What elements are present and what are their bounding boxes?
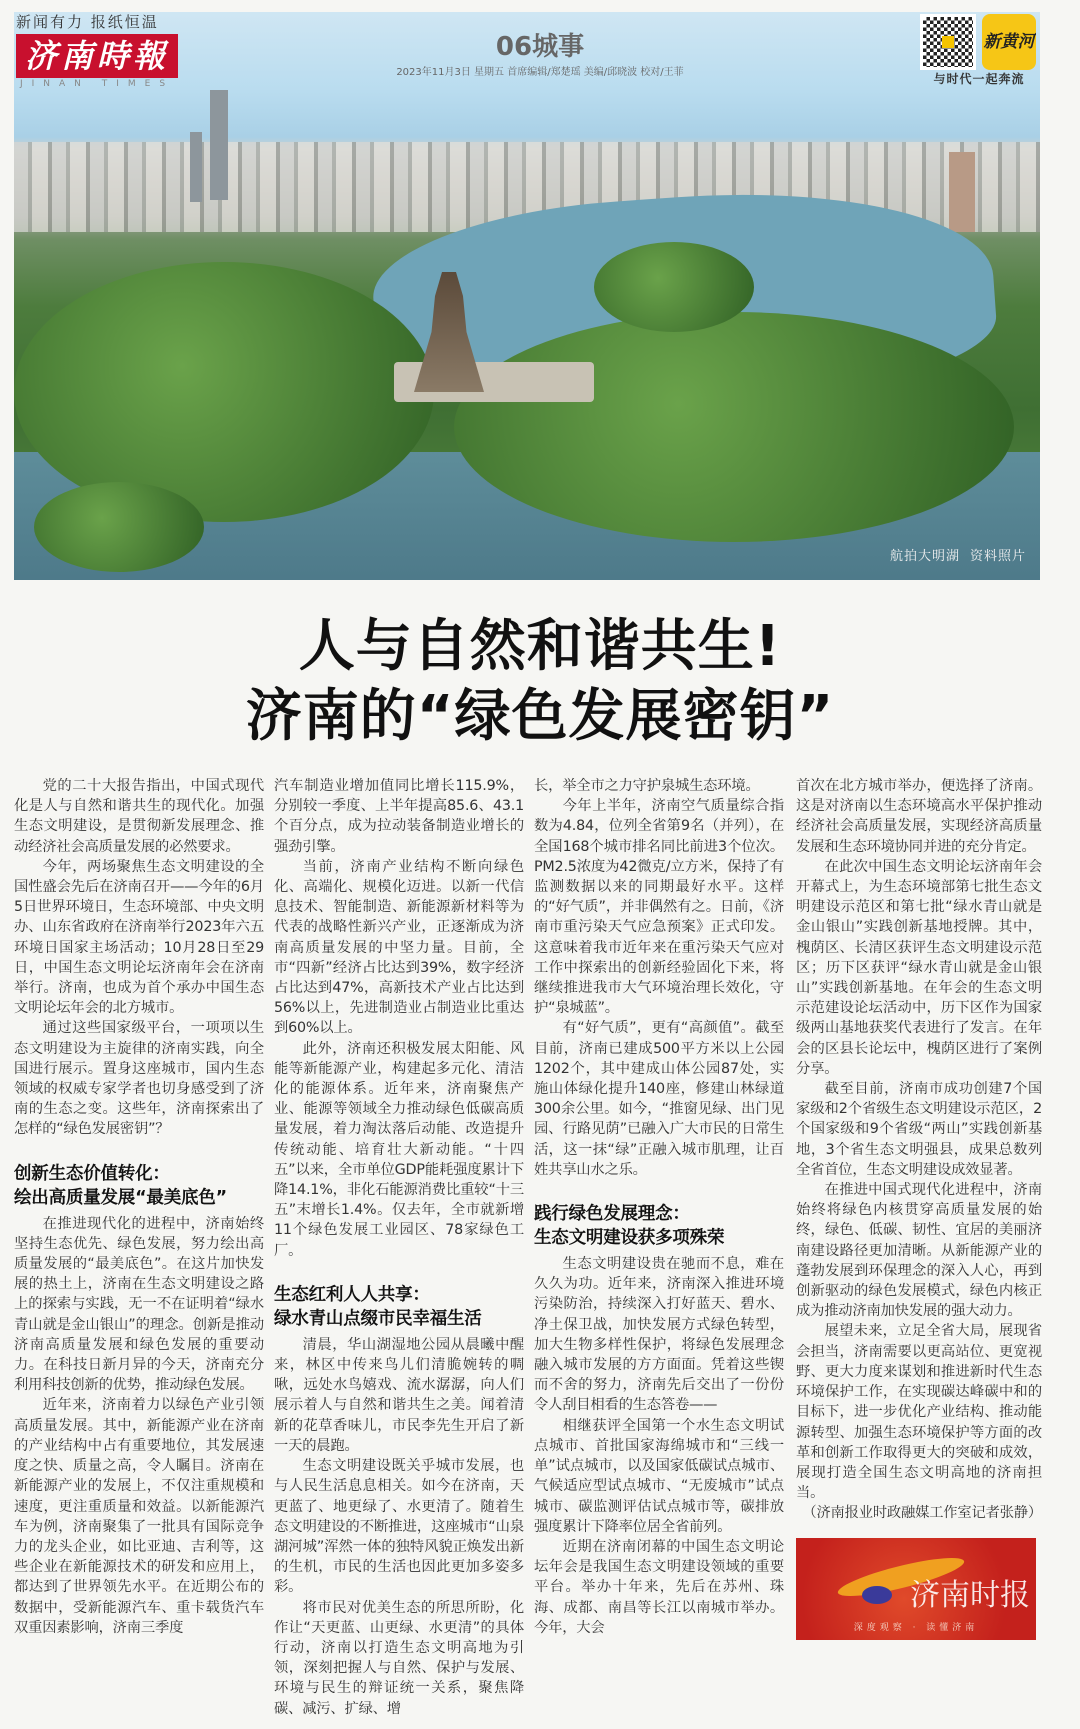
trees: [594, 242, 754, 332]
article-column-3: [534, 776, 784, 1638]
partner-logo: 新黄河: [982, 14, 1036, 70]
headline: [0, 612, 1080, 752]
paragraph: 相继获评全国第一个水生态文明试点城市、首批国家海绵城市和“三线一单”试点城市，以及国家低碳试点城市、气候适应型试点城市、“无废城市”试点城市、碳监测评估试点城市等，碳排放强度累计下降率位居全省前列。: [534, 1417, 784, 1535]
skyscraper: [210, 90, 228, 200]
paragraph: 截至目前，济南市成功创建7个国家级和2个省级生态文明建设示范区，2个国家级和9个省级“两山”实践创新基地，3个省生态文明强县，成果总数列全省首位，生态文明建设成效显著。: [796, 1081, 1042, 1178]
paragraph: 在推进现代化的进程中，济南始终坚持生态优先、绿色发展，努力绘出高质量发展的“最美底色”。在这片加快发展的热土上，济南在生态文明建设之路上的探索与实践，无一不在证明着“绿水青山就是金山银山”的理念。创新是推动济南高质量发展和绿色发展的重要动力。在科技日新月异的今天，济南充分利用科技创新的优势，推动绿色发展。: [14, 1215, 264, 1394]
paragraph: 通过这些国家级平台，一项项以生态文明建设为主旋律的济南实践，向全国进行展示。置身这座城市，国内生态领域的权威专家学者也切身感受到了济南的生态之变。这些年，济南探索出了怎样的“绿色发展密钥”？: [14, 1020, 264, 1138]
subheading-line-1: 创新生态价值转化：: [14, 1163, 170, 1184]
skyscraper: [190, 132, 202, 202]
subheading-line-1: 生态红利人人共享：: [274, 1284, 430, 1305]
subheading: [14, 1162, 264, 1210]
trees: [14, 262, 434, 522]
paragraph: 此外，济南还积极发展太阳能、风能等新能源产业，构建起多元化、清洁化的能源体系。近年来，济南聚焦产业、能源等领域全力推动绿色低碳高质量发展，着力淘汰落后动能、改造提升传统动能、培育壮大新动能。“十四五”以来，全市单位GDP能耗强度累计下降14.1%，非化石能源消费比重较“十三五”末增长1.4%。仅去年，全市就新增11个绿色发展工业园区、78家绿色工厂。: [274, 1040, 524, 1259]
newspaper-slogan: 新闻有力 报纸恒温: [16, 13, 159, 31]
caption-text: 航拍大明湖: [889, 549, 960, 564]
photo-caption: [880, 545, 1026, 564]
paragraph: 长，举全市之力守护泉城生态环境。: [534, 778, 760, 794]
subheading-line-2: 生态文明建设获多项殊荣: [534, 1228, 725, 1249]
logo-mark: [862, 1586, 892, 1604]
reporter-byline: （济南报业时政融媒工作室记者张静）: [802, 1505, 1042, 1522]
paragraph: 党的二十大报告指出，中国式现代化是人与自然和谐共生的现代化。加强生态文明建设，是贯彻新发展理念、推动经济社会高质量发展的必然要求。: [14, 778, 264, 855]
subheading: [274, 1283, 524, 1331]
paragraph: 近年来，济南着力以绿色产业引领高质量发展。其中，新能源产业在济南的产业结构中占有重要地位，其发展速度之快、质量之高，令人瞩目。济南在新能源产业的发展上，不仅注重规模和速度，更注重质量和效益。以新能源汽车为例，济南聚集了一批具有国际竞争力的龙头企业，如比亚迪、吉利等，这些企业在新能源技术的研发和应用上，都达到了世界领先水平。在近期公布的数据中，受新能源汽车、重卡载货汽车双重因素影响，济南三季度: [14, 1397, 264, 1636]
promo-banner[interactable]: [796, 1538, 1036, 1640]
subheading: [534, 1202, 784, 1250]
skyscraper: [949, 152, 975, 232]
paragraph: 在推进中国式现代化进程中，济南始终将绿色内核贯穿高质量发展的始终，绿色、低碳、韧性、宜居的美丽济南建设路径更加清晰。从新能源产业的蓬勃发展到环保理念的深入人心，再到创新驱动的绿色发展模式，绿色内核正成为推动济南加快发展的强大动力。: [796, 1182, 1042, 1320]
paragraph: 近期在济南闭幕的中国生态文明论坛年会是我国生态文明建设领域的重要平台。举办十年来，先后在苏州、珠海、成都、南昌等长江以南城市举办。今年，大会: [534, 1538, 784, 1636]
subheading-line-2: 绘出高质量发展“最美底色”: [14, 1187, 227, 1208]
masthead-logo: 济南時報: [16, 34, 178, 78]
paragraph: 将市民对优美生态的所思所盼，化作让“天更蓝、山更绿、水更清”的具体行动，济南以打造生态文明高地为引领，深刻把握人与自然、保护与发展、环境与民生的辩证统一关系，聚焦降碳、减污、扩绿、增: [274, 1599, 524, 1717]
qr-logo: [942, 36, 954, 48]
headline-line-2: 济南的“绿色发展密钥”: [245, 684, 835, 749]
article-column-2: [274, 776, 524, 1719]
paragraph: 今年，两场聚焦生态文明建设的全国性盛会先后在济南召开——今年的6月5日世界环境日，生态环境部、中央文明办、山东省政府在济南举行2023年六五环境日国家主场活动；10月28日至29日，中国生态文明论坛济南年会在济南举行。济南，也成为首个承办中国生态文明论坛年会的北方城市。: [14, 858, 264, 1017]
paragraph: 汽车制造业增加值同比增长115.9%，分别较一季度、上半年提高85.6、43.1个百分点，成为拉动装备制造业增长的强劲引擎。: [274, 778, 524, 855]
paragraph: 清晨，华山湖湿地公园从晨曦中醒来，林区中传来鸟儿们清脆婉转的啁啾，远处水鸟嬉戏、流水潺潺，向人们展示着人与自然和谐共生之美。闻着清新的花草香味儿，市民李先生开启了新一天的晨跑。: [274, 1336, 524, 1454]
paragraph: 今年上半年，济南空气质量综合指数为4.84，位列全省第9名（并列），在全国168个城市排名同比前进3个位次。PM2.5浓度为42微克/立方米，保持了有监测数据以来的同期最好水平。这样的“好气质”，并非偶然有之。日前，《济南市重污染天气应急预案》正式印发。这意味着我市近年来在重污染天气应对工作中探索出的创新经验固化下来，将继续推进我市大气环境治理长效化，守护“泉城蓝”。: [534, 798, 784, 1017]
trees: [454, 312, 1014, 542]
lead-photo-daming-lake: [14, 12, 1040, 580]
watermark-text: 济南时报: [910, 1577, 1030, 1613]
masthead-english: JINAN TIMES: [19, 79, 175, 89]
subheading-line-1: 践行绿色发展理念：: [534, 1204, 690, 1225]
headline-line-1: 人与自然和谐共生!: [298, 614, 782, 679]
subheading-line-2: 绿水青山点缀市民幸福生活: [274, 1308, 482, 1329]
banner-tagline: 深度观察 · 读懂济南: [853, 1622, 979, 1633]
paragraph: 生态文明建设既关乎城市发展，也与人民生活息息相关。如今在济南，天更蓝了、地更绿了、水更清了。随着生态文明建设的不断推进，这座城市“山泉湖河城”浑然一体的独特风貌正焕发出新的生机，市民的生活也因此更加多姿多彩。: [274, 1458, 524, 1596]
paragraph: 生态文明建设贵在驰而不息，难在久久为功。近年来，济南深入推进环境污染防治，持续深入打好蓝天、碧水、净土保卫战，加快发展方式绿色转型，加大生物多样性保护，将绿色发展理念融入城市发展的方方面面。凭着这些锲而不舍的努力，济南先后交出了一份份令人刮目相看的生态答卷——: [534, 1256, 784, 1414]
partner-slogan: 与时代一起奔流: [933, 72, 1025, 86]
paragraph: 展望未来，立足全省大局，展现省会担当，济南需要以更高站位、更宽视野、更大力度来谋划和推进新时代生态环境保护工作，在实现碳达峰碳中和的目标下，进一步优化产业结构、推动能源转型、加强生态环境保护等方面的改革和创新工作取得更大的突破和成效，展现打造全国生态文明高地的济南担当。: [796, 1323, 1042, 1502]
article-column-1: [14, 776, 264, 1638]
trees: [34, 482, 204, 572]
paragraph: 首次在北方城市举办，便选择了济南。这是对济南以生态环境高水平保护推动经济社会高质量发展，实现经济高质量发展和生态环境协同并进的充分肯定。: [796, 778, 1042, 855]
paragraph: 在此次中国生态文明论坛济南年会开幕式上，为生态环境部第七批生态文明建设示范区和第七批“绿水青山就是金山银山”实践创新基地授牌。其中，槐荫区、长清区获评生态文明建设示范区；历下区获评“绿水青山就是金山银山”实践创新基地。在年会的生态文明示范建设论坛活动中，历下区作为国家级两山基地获奖代表进行了发言。在年会的区县长论坛中，槐荫区进行了案例分享。: [796, 858, 1042, 1077]
section-title: 06城事: [495, 32, 585, 62]
paragraph: 有“好气质”，更有“高颜值”。截至目前，济南已建成500平方米以上公园1202个，其中建成山体公园87处，实施山体绿化提升140座，修建山林绿道300余公里。如今，“推窗见绿、出门见园、行路见荫”已融入广大市民的日常生活，这一抹“绿”正融入城市肌理，让百姓共享山水之乐。: [534, 1020, 784, 1178]
paragraph: 当前，济南产业结构不断向绿色化、高端化、规模化迈进。以新一代信息技术、智能制造、新能源新材料等为代表的战略性新兴产业，正逐渐成为济南高质量发展的中坚力量。目前，全市“四新”经济占比达到39%，数字经济占比达到47%，高新技术产业占比达到56%以上，先进制造业占制造业比重达到60%以上。: [274, 858, 524, 1037]
caption-credit: 资料照片: [969, 549, 1026, 564]
dateline: 2023年11月3日 星期五 首席编辑/郑楚瑶 美编/邱晓波 校对/王菲: [396, 67, 684, 78]
article-column-4: [796, 776, 1042, 1640]
